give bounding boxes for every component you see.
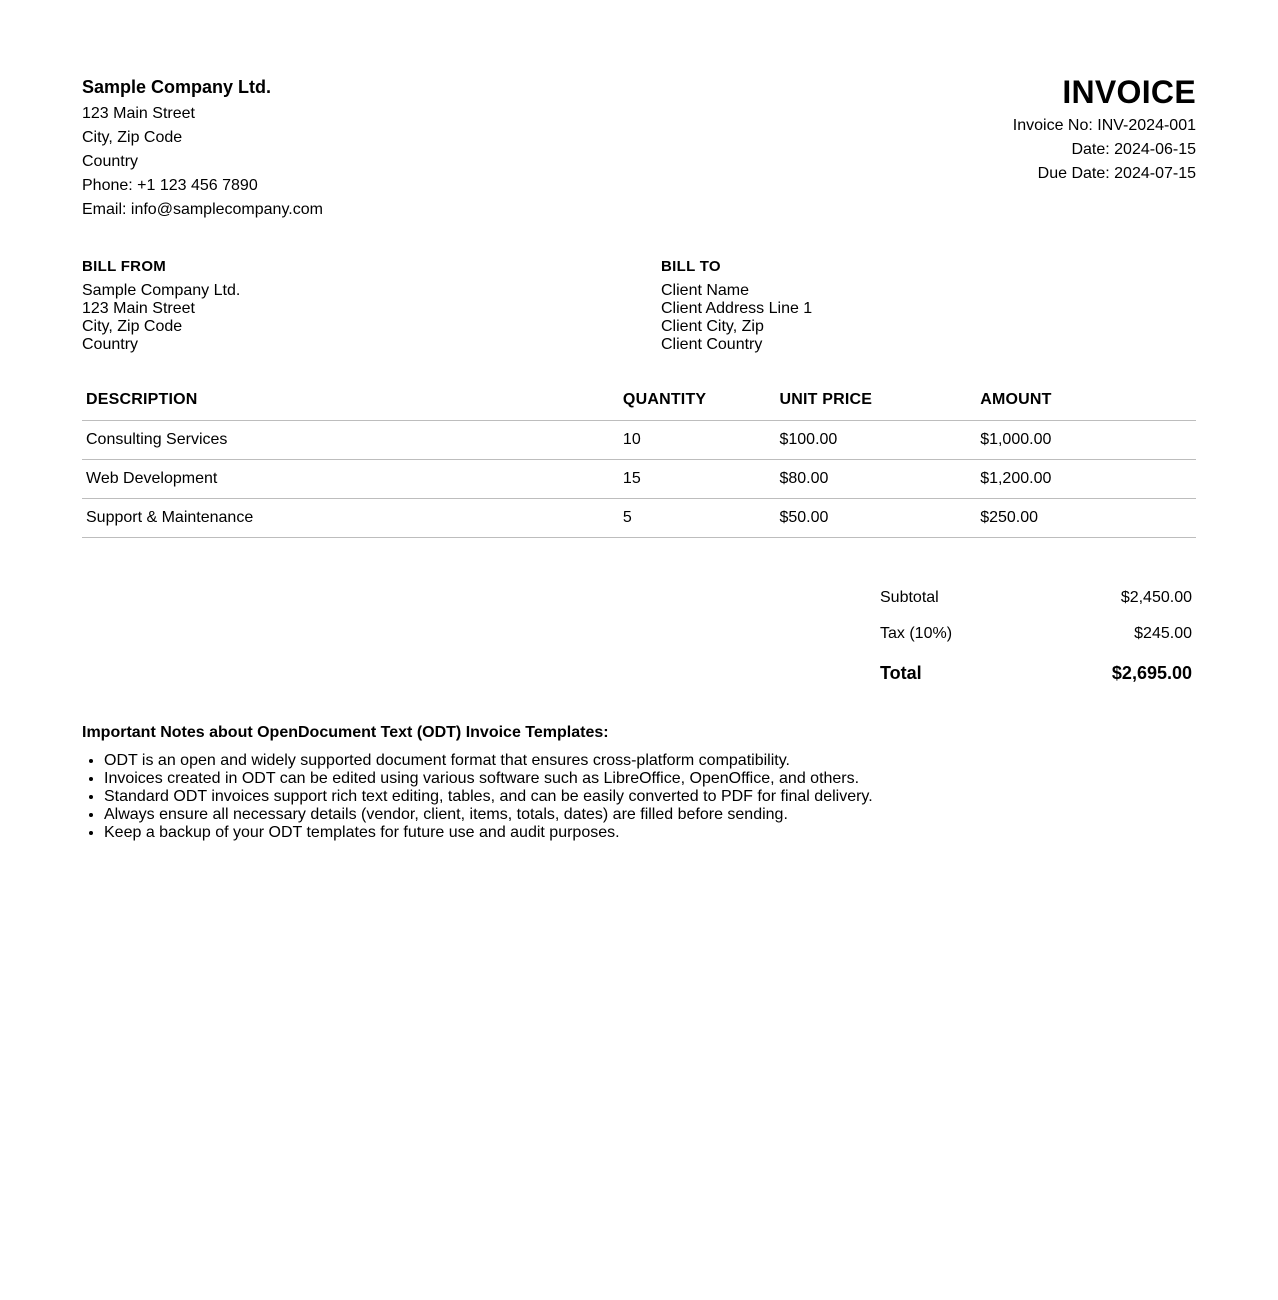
- list-item: • Invoices created in ODT can be edited using various software such as LibreOffice, OpenOffice, and others.: [104, 770, 1196, 788]
- header-amount: AMOUNT: [976, 380, 1196, 421]
- notes-section: [82, 722, 1196, 842]
- invoice-due-date: Due Date: 2024-07-15: [1037, 165, 1196, 182]
- table-row: [82, 499, 1196, 538]
- total-value: $2,695.00: [1111, 662, 1192, 683]
- item-amount: $1,200.00: [976, 460, 1196, 499]
- invoice-page: [82, 72, 1196, 841]
- item-description: Web Development: [82, 460, 619, 499]
- totals-table: [876, 580, 1196, 694]
- table-header-row: [82, 380, 1196, 421]
- notes-title: Important Notes about OpenDocument Text (ODT) Invoice Templates:: [82, 724, 609, 741]
- subtotal-row: [876, 580, 1196, 616]
- item-unit-price: $80.00: [775, 460, 976, 499]
- item-description: Consulting Services: [82, 421, 619, 460]
- item-quantity: 15: [619, 460, 776, 499]
- item-amount: $1,000.00: [976, 421, 1196, 460]
- header-description: DESCRIPTION: [82, 380, 619, 421]
- company-info: [82, 72, 323, 222]
- bill-to-heading: BILL TO: [661, 258, 721, 275]
- list-item: • Always ensure all necessary details (vendor, client, items, totals, dates) are filled before sending.: [104, 806, 1196, 824]
- notes-list: [82, 752, 1196, 842]
- bill-from-block: [82, 258, 240, 354]
- invoice-date: Date: 2024-06-15: [1071, 141, 1196, 158]
- list-item: • ODT is an open and widely supported document format that ensures cross-platform compatibility.: [104, 752, 1196, 770]
- company-street: 123 Main Street: [82, 105, 195, 122]
- company-phone: Phone: +1 123 456 7890: [82, 177, 258, 194]
- invoice-title: INVOICE: [1062, 74, 1196, 110]
- table-row: [82, 421, 1196, 460]
- tax-value: $245.00: [1134, 625, 1192, 642]
- bill-from-line: Country: [82, 336, 139, 353]
- item-quantity: 5: [619, 499, 776, 538]
- item-quantity: 10: [619, 421, 776, 460]
- invoice-meta: [1013, 72, 1196, 186]
- item-unit-price: $50.00: [775, 499, 976, 538]
- bill-to-line: Client Country: [661, 336, 763, 353]
- total-label: Total: [880, 662, 922, 683]
- header-unit-price: UNIT PRICE: [775, 380, 976, 421]
- list-item: • Standard ODT invoices support rich text editing, tables, and can be easily converted to PDF for final delivery.: [104, 788, 1196, 806]
- bill-to-line: Client City, Zip: [661, 318, 764, 335]
- item-description: Support & Maintenance: [82, 499, 619, 538]
- tax-label: Tax (10%): [880, 625, 953, 642]
- company-name: Sample Company Ltd.: [82, 77, 272, 97]
- subtotal-label: Subtotal: [880, 589, 939, 606]
- item-amount: $250.00: [976, 499, 1196, 538]
- company-city: City, Zip Code: [82, 129, 183, 146]
- bill-from-line: City, Zip Code: [82, 318, 183, 335]
- list-item: • Keep a backup of your ODT templates for future use and audit purposes.: [104, 824, 1196, 842]
- bill-from-heading: BILL FROM: [82, 258, 167, 275]
- invoice-header: [82, 72, 1196, 232]
- tax-row: [876, 616, 1196, 652]
- header-quantity: QUANTITY: [619, 380, 776, 421]
- item-unit-price: $100.00: [775, 421, 976, 460]
- company-country: Country: [82, 153, 139, 170]
- subtotal-value: $2,450.00: [1120, 589, 1192, 606]
- bill-from-line: Sample Company Ltd.: [82, 282, 241, 299]
- total-row: [876, 652, 1196, 694]
- bill-to-line: Client Address Line 1: [661, 300, 813, 317]
- company-email: Email: info@samplecompany.com: [82, 201, 323, 218]
- bill-to-line: Client Name: [661, 282, 750, 299]
- bill-from-line: 123 Main Street: [82, 300, 195, 317]
- invoice-number: Invoice No: INV-2024-001: [1012, 117, 1196, 134]
- table-row: [82, 460, 1196, 499]
- bill-to-block: [661, 258, 812, 354]
- line-items-table: [82, 380, 1196, 538]
